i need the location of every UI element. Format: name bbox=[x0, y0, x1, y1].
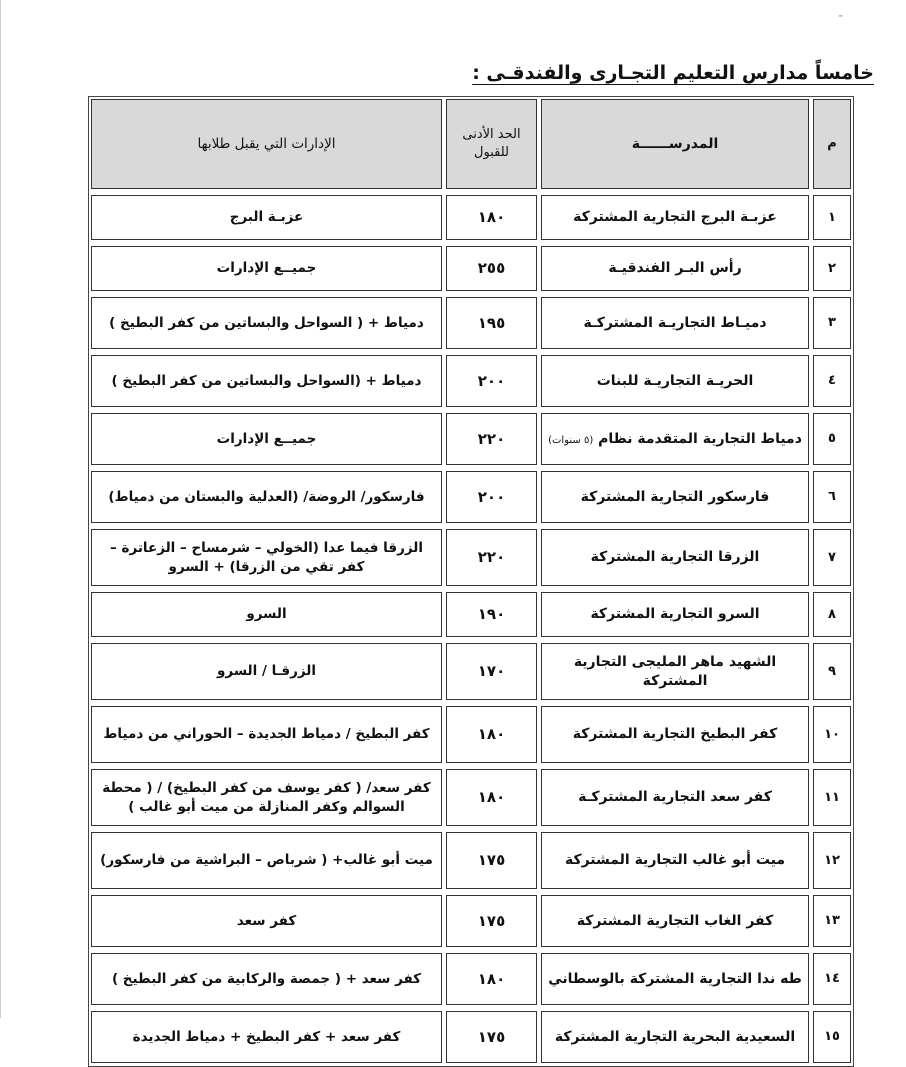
row-num: ٩ bbox=[813, 643, 851, 700]
min-grade: ١٧٥ bbox=[446, 1011, 537, 1063]
school-name: عزبـة البرج التجارية المشتركة bbox=[541, 195, 809, 240]
header-districts: الإدارات التي يقبل طلابها bbox=[91, 99, 442, 189]
school-name: فارسكور التجارية المشتركة bbox=[541, 471, 809, 523]
min-grade: ١٧٥ bbox=[446, 832, 537, 889]
school-name: السرو التجارية المشتركة bbox=[541, 592, 809, 637]
table-row bbox=[89, 352, 853, 410]
table-row bbox=[89, 950, 853, 1008]
table-row bbox=[89, 892, 853, 950]
table-row bbox=[89, 410, 853, 468]
table-row bbox=[89, 640, 853, 703]
row-num: ٣ bbox=[813, 297, 851, 349]
min-grade: ١٧٠ bbox=[446, 643, 537, 700]
districts: كفر سعد + كفر البطيخ + دمياط الجديدة bbox=[91, 1011, 442, 1063]
districts: الزرقا فيما عدا (الخولي – شرمساح – الزعاترة – كفر تقي من الزرقا) + السرو bbox=[91, 529, 442, 586]
table-row bbox=[89, 192, 853, 243]
districts: دمياط + (السواحل والبساتين من كفر البطيخ ) bbox=[91, 355, 442, 407]
table-row bbox=[89, 766, 853, 829]
districts: كفر سعد/ ( كفر يوسف من كفر البطيخ) / ( محطة السوالم وكفر المنازلة من ميت أبو غالب ) bbox=[91, 769, 442, 826]
row-num: ٥ bbox=[813, 413, 851, 465]
districts: جميــع الإدارات bbox=[91, 413, 442, 465]
school-name: ميت أبو غالب التجارية المشتركة bbox=[541, 832, 809, 889]
schools-table bbox=[88, 96, 854, 1067]
school-name: الحريـة التجاريـة للبنات bbox=[541, 355, 809, 407]
row-num: ١٤ bbox=[813, 953, 851, 1005]
row-num: ٧ bbox=[813, 529, 851, 586]
min-grade: ١٨٠ bbox=[446, 953, 537, 1005]
min-grade: ١٩٥ bbox=[446, 297, 537, 349]
table-row bbox=[89, 1008, 853, 1066]
row-num: ٦ bbox=[813, 471, 851, 523]
districts: عزبـة البرج bbox=[91, 195, 442, 240]
table-row bbox=[89, 468, 853, 526]
min-grade: ١٨٠ bbox=[446, 706, 537, 763]
school-name: كفر البطيخ التجارية المشتركة bbox=[541, 706, 809, 763]
school-name: السعيدية البحرية التجارية المشتركة bbox=[541, 1011, 809, 1063]
row-num: ١١ bbox=[813, 769, 851, 826]
min-grade: ١٧٥ bbox=[446, 895, 537, 947]
districts: فارسكور/ الروضة/ (العدلية والبستان من دمياط) bbox=[91, 471, 442, 523]
school-name: الشهيد ماهر المليجى التجارية المشتركة bbox=[541, 643, 809, 700]
row-num: ١٣ bbox=[813, 895, 851, 947]
school-name: دميـاط التجاريـة المشتركـة bbox=[541, 297, 809, 349]
scan-mark: - bbox=[838, 8, 844, 24]
min-grade: ١٨٠ bbox=[446, 195, 537, 240]
school-name: كفر الغاب التجارية المشتركة bbox=[541, 895, 809, 947]
table-row bbox=[89, 829, 853, 892]
districts: كفر سعد bbox=[91, 895, 442, 947]
header-num: م bbox=[813, 99, 851, 189]
row-num: ١٥ bbox=[813, 1011, 851, 1063]
districts: ميت أبو غالب+ ( شرباص – البراشية من فارسكور) bbox=[91, 832, 442, 889]
table-row bbox=[89, 703, 853, 766]
districts: كفر البطيخ / دمياط الجديدة – الحوراني من دمياط bbox=[91, 706, 442, 763]
row-num: ٨ bbox=[813, 592, 851, 637]
header-min-grade: الحد الأدنى للقبول bbox=[446, 99, 537, 189]
row-num: ١ bbox=[813, 195, 851, 240]
school-name bbox=[541, 413, 809, 465]
table-header-row bbox=[89, 97, 853, 192]
districts: الزرقـا / السرو bbox=[91, 643, 442, 700]
row-num: ١٠ bbox=[813, 706, 851, 763]
school-note: (٥ سنوات) bbox=[548, 434, 594, 446]
row-num: ٢ bbox=[813, 246, 851, 291]
districts: جميــع الإدارات bbox=[91, 246, 442, 291]
min-grade: ٢٥٥ bbox=[446, 246, 537, 291]
districts: السرو bbox=[91, 592, 442, 637]
row-num: ٤ bbox=[813, 355, 851, 407]
min-grade: ١٨٠ bbox=[446, 769, 537, 826]
school-name: رأس البـر الفندقيـة bbox=[541, 246, 809, 291]
min-grade: ٢٢٠ bbox=[446, 413, 537, 465]
districts: كفر سعد + ( جمصة والركابية من كفر البطيخ ) bbox=[91, 953, 442, 1005]
school-name: كفر سعد التجارية المشتركـة bbox=[541, 769, 809, 826]
min-grade: ٢٠٠ bbox=[446, 355, 537, 407]
min-grade: ١٩٠ bbox=[446, 592, 537, 637]
header-school: المدرســــــة bbox=[541, 99, 809, 189]
min-grade: ٢٢٠ bbox=[446, 529, 537, 586]
section-heading: خامساً مدارس التعليم التجـارى والفندقـى : bbox=[472, 62, 874, 84]
districts: دمياط + ( السواحل والبساتين من كفر البطيخ ) bbox=[91, 297, 442, 349]
school-name: الزرقا التجارية المشتركة bbox=[541, 529, 809, 586]
table-row bbox=[89, 526, 853, 589]
min-grade: ٢٠٠ bbox=[446, 471, 537, 523]
row-num: ١٢ bbox=[813, 832, 851, 889]
school-name: طه ندا التجارية المشتركة بالوسطاني bbox=[541, 953, 809, 1005]
table-row bbox=[89, 243, 853, 294]
page-edge bbox=[0, 0, 1, 1018]
school-name-text: دمياط التجارية المتقدمة نظام bbox=[598, 430, 802, 447]
table-row bbox=[89, 589, 853, 640]
table-row bbox=[89, 294, 853, 352]
